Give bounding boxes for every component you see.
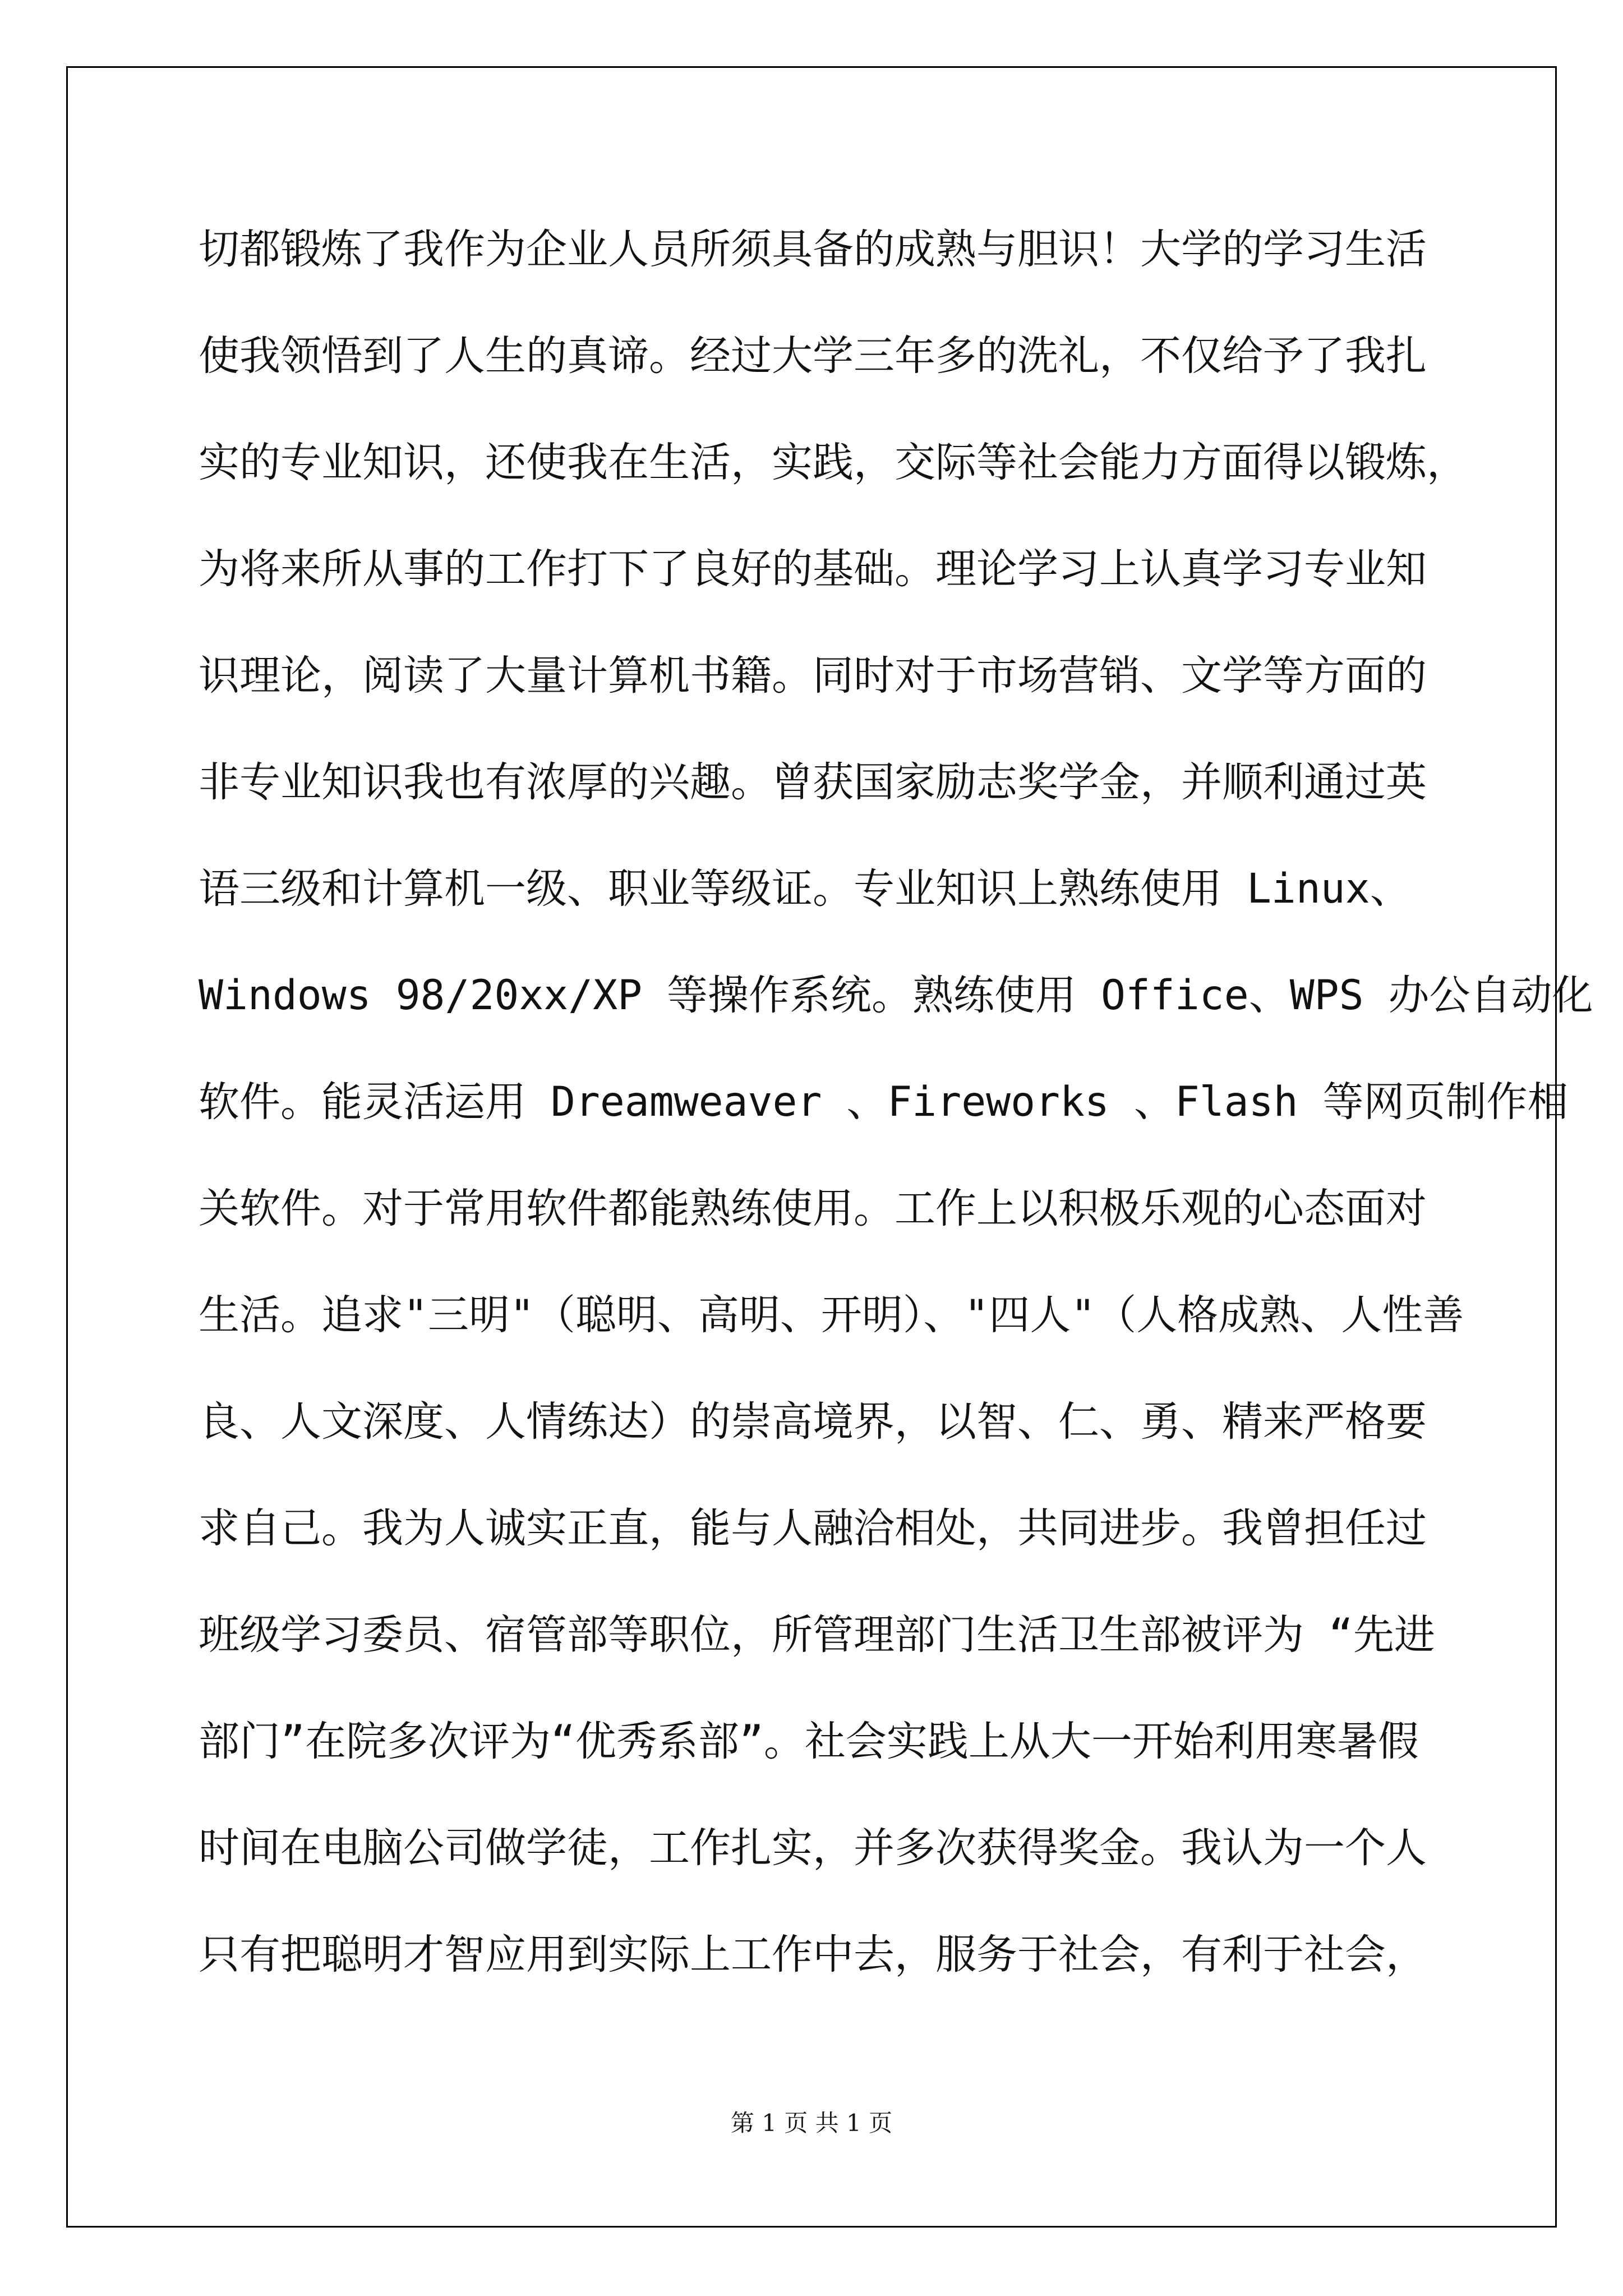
body-line-5: 识理论，阅读了大量计算机书籍。同时对于市场营销、文学等方面的 bbox=[199, 652, 1427, 700]
page-footer: 第 1 页 共 1 页 bbox=[730, 2109, 893, 2137]
body-line-10: 关软件。对于常用软件都能熟练使用。工作上以积极乐观的心态面对 bbox=[199, 1185, 1427, 1232]
body-line-16: 时间在电脑公司做学徒，工作扎实，并多次获得奖金。我认为一个人 bbox=[199, 1824, 1427, 1872]
body-line-12: 良、人文深度、人情练达）的崇高境界，以智、仁、勇、精来严格要 bbox=[199, 1398, 1427, 1446]
body-line-13: 求自己。我为人诚实正直，能与人融洽相处，共同进步。我曾担任过 bbox=[199, 1504, 1427, 1552]
body-line-17: 只有把聪明才智应用到实际上工作中去，服务于社会，有利于社会， bbox=[199, 1931, 1427, 1978]
body-line-2: 使我领悟到了人生的真谛。经过大学三年多的洗礼，不仅给予了我扎 bbox=[199, 332, 1427, 380]
body-line-14: 班级学习委员、宿管部等职位，所管理部门生活卫生部被评为 “先进 bbox=[199, 1611, 1435, 1659]
body-line-8: Windows 98/20xx/XP 等操作系统。熟练使用 Office、WPS 办公自动化 bbox=[199, 972, 1593, 1019]
body-line-1: 切都锻炼了我作为企业人员所须具备的成熟与胆识！大学的学习生活 bbox=[199, 226, 1427, 273]
body-line-11: 生活。追求"三明"（聪明、高明、开明）、"四人"（人格成熟、人性善 bbox=[199, 1291, 1464, 1339]
body-line-4: 为将来所从事的工作打下了良好的基础。理论学习上认真学习专业知 bbox=[199, 545, 1427, 593]
body-line-3: 实的专业知识，还使我在生活，实践，交际等社会能力方面得以锻炼， bbox=[199, 439, 1468, 486]
body-line-15: 部门”在院多次评为“优秀系部”。社会实践上从大一开始利用寒暑假 bbox=[199, 1718, 1419, 1765]
body-line-9: 软件。能灵活运用 Dreamweaver 、Fireworks 、Flash 等网页制作相 bbox=[199, 1078, 1569, 1126]
body-line-7: 语三级和计算机一级、职业等级证。专业知识上熟练使用 Linux、 bbox=[199, 865, 1411, 913]
body-line-6: 非专业知识我也有浓厚的兴趣。曾获国家励志奖学金，并顺利通过英 bbox=[199, 758, 1427, 806]
document-body bbox=[199, 219, 1593, 2031]
